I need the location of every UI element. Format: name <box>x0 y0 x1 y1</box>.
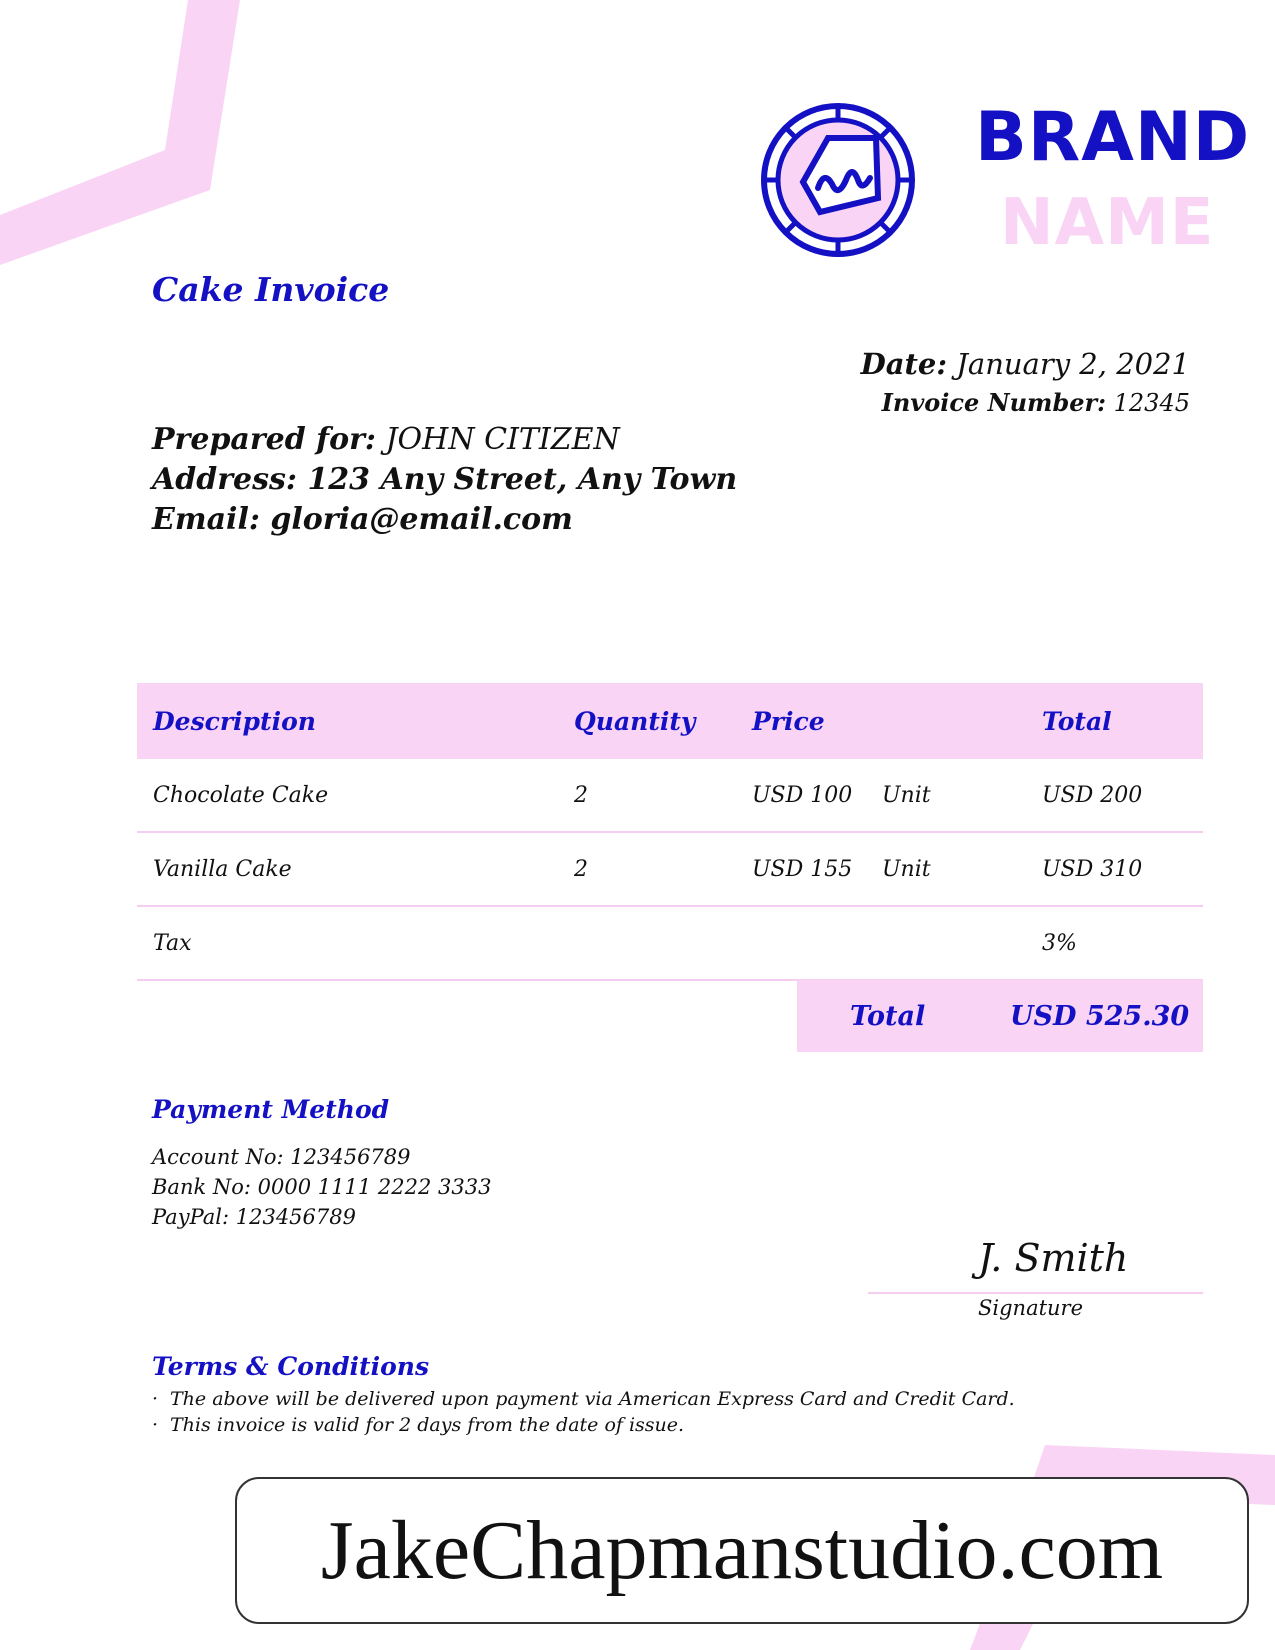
prepared-for-row <box>152 420 737 460</box>
grand-total-label: Total <box>850 1000 926 1032</box>
invoice-table <box>137 683 1203 981</box>
client-info <box>152 420 737 540</box>
account-number: Account No: 123456789 <box>152 1145 411 1169</box>
row-quantity: 2 <box>574 856 588 882</box>
signature-line <box>868 1292 1203 1294</box>
header-total: Total <box>1042 706 1112 736</box>
address-label: Address: <box>152 462 297 497</box>
header-price: Price <box>752 706 825 736</box>
page-title: Cake Invoice <box>152 270 390 309</box>
bullet: · <box>152 1388 159 1410</box>
terms-text: The above will be delivered upon payment via American Express Card and Credit Card. <box>170 1388 1015 1410</box>
paypal-number: PayPal: 123456789 <box>152 1205 356 1229</box>
header-quantity: Quantity <box>574 706 696 736</box>
table-header <box>137 683 1203 759</box>
invoice-number-value: 12345 <box>1113 389 1190 417</box>
brand-name-line1: BRAND <box>975 98 1251 177</box>
terms-list <box>152 1386 1015 1438</box>
date-label: Date: <box>860 347 948 381</box>
row-quantity: 2 <box>574 782 588 808</box>
date-value: January 2, 2021 <box>956 347 1190 381</box>
terms-heading: Terms & Conditions <box>152 1352 430 1381</box>
terms-item <box>152 1386 1015 1412</box>
row-unit: Unit <box>882 782 931 808</box>
table-row <box>137 759 1203 833</box>
payment-method-heading: Payment Method <box>152 1095 390 1124</box>
prepared-for-label: Prepared for: <box>152 422 376 457</box>
row-description: Vanilla Cake <box>153 856 292 882</box>
row-description: Chocolate Cake <box>153 782 329 808</box>
top-left-stripe <box>0 0 240 265</box>
email-value: gloria@email.com <box>270 502 573 537</box>
brand-name-line2: NAME <box>1000 186 1215 260</box>
terms-item <box>152 1412 1015 1438</box>
address-row <box>152 460 737 500</box>
table-row <box>137 833 1203 907</box>
header-description: Description <box>153 706 316 736</box>
row-unit: Unit <box>882 856 931 882</box>
watermark-banner: JakeChapmanstudio.com <box>235 1477 1249 1624</box>
row-price: USD 100 <box>752 782 853 808</box>
row-total: USD 200 <box>1042 782 1143 808</box>
email-row <box>152 500 737 540</box>
invoice-number-label: Invoice Number: <box>881 388 1106 417</box>
terms-text: This invoice is valid for 2 days from the date of issue. <box>170 1414 685 1436</box>
signature-name: J. Smith <box>978 1236 1129 1280</box>
row-price: USD 155 <box>752 856 853 882</box>
invoice-number <box>882 388 1190 417</box>
payment-details <box>152 1142 491 1232</box>
prepared-for-value: JOHN CITIZEN <box>385 422 620 457</box>
table-row <box>137 907 1203 981</box>
signature-label: Signature <box>978 1296 1084 1320</box>
grand-total-value: USD 525.30 <box>1010 1000 1190 1032</box>
brand-emblem-icon <box>758 100 918 260</box>
address-value: 123 Any Street, Any Town <box>307 462 738 497</box>
email-label: Email: <box>152 502 260 537</box>
row-description: Tax <box>153 930 192 956</box>
row-total: USD 310 <box>1042 856 1143 882</box>
grand-total-box <box>797 980 1203 1052</box>
invoice-date <box>861 347 1190 381</box>
bullet: · <box>152 1414 159 1436</box>
bank-number: Bank No: 0000 1111 2222 3333 <box>152 1175 492 1199</box>
row-total: 3% <box>1042 930 1077 956</box>
